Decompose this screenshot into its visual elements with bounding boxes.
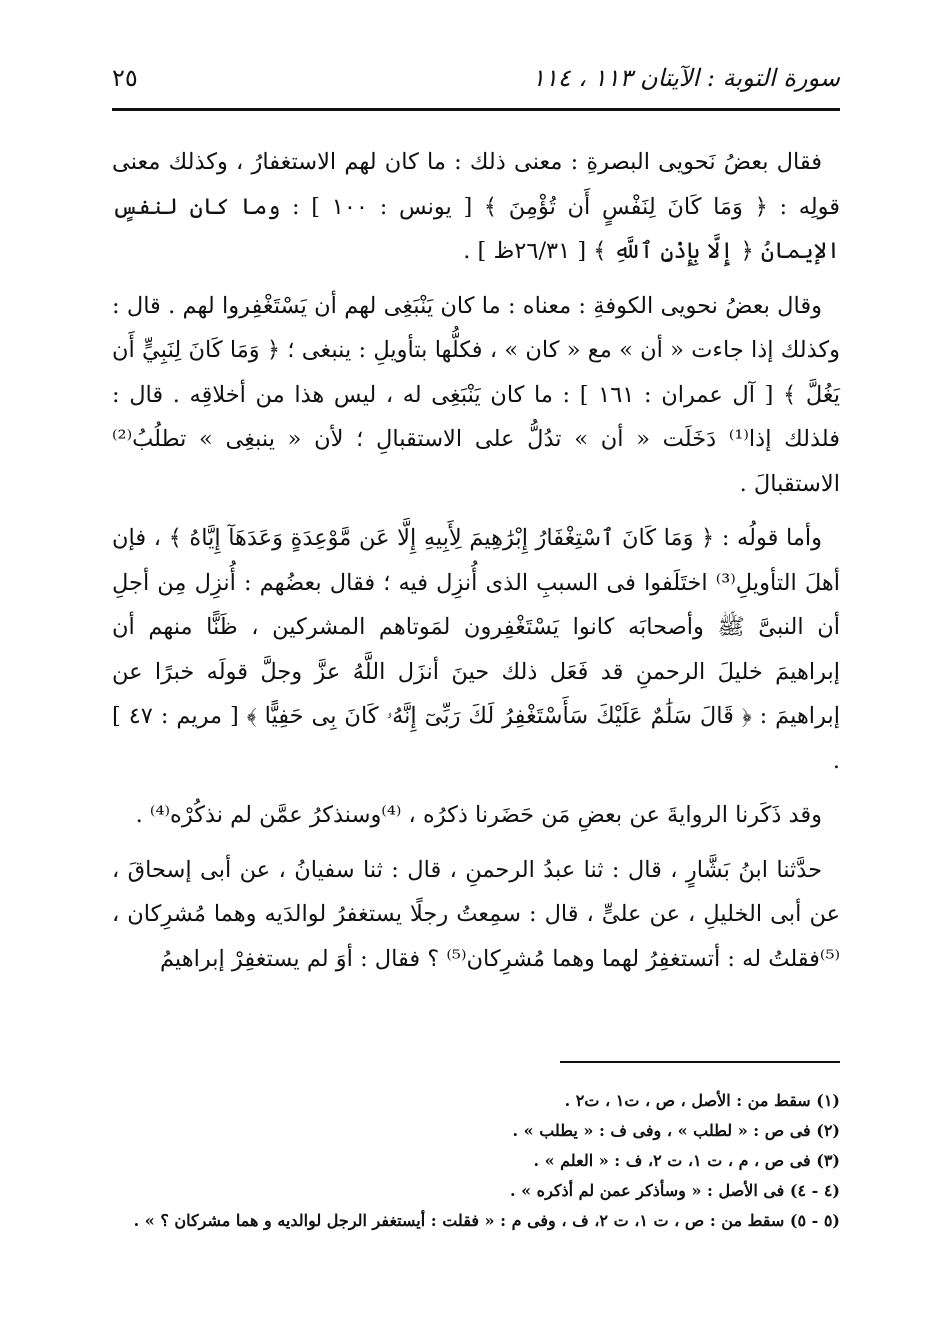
paragraph-5: حدَّثنا ابنُ بَشَّارٍ ، قال : ثنا عبدُ الرحمنِ ، قال : ثنا سفيانُ ، عن أبى إسحاقَ ، عن أبى الخليلِ ، عن علىٍّ ، قال : سمِعتُ رجلًا يستغفرُ لوالدَيه وهما مُشرِكان ، ⁽⁵⁾فقلتُ له : أتستغفِرُ لهما وهما مُشرِكان⁽⁵⁾ ؟ فقال : أوَ لم يستغفِرْ إبراهيمُ xyxy=(112,856,840,972)
footnote-divider xyxy=(560,1061,840,1063)
main-text xyxy=(112,140,840,991)
paragraph-4: وقد ذَكَرنا الروايةَ عن بعضِ مَن حَضَرنا ذكرُه ، ⁽⁴⁾وسنذكرُ عمَّن لم نذكُرْه⁽⁴⁾ . xyxy=(135,802,822,828)
page-number: ٢٥ xyxy=(112,64,138,92)
paragraph-3: وأما قولُه : ﴿ وَمَا كَانَ ٱسْتِغْفَارُ إِبْرَٰهِيمَ لِأَبِيهِ إِلَّا عَن مَّوْعِدَةٍ وَعَدَهَآ إِيَّاهُ ﴾ ، فإن أهلَ التأويلِ⁽³⁾ اختَلَفوا فى السببِ الذى أُنزِل فيه ؛ فقال بعضُهم : أُنزِل مِن أجلِ أن النبىَّ ﷺ وأصحابَه كانوا يَسْتَغْفِرون لمَوتاهم المشركين ، ظَنًّا منهم أن إبراهيمَ خليلَ الرحمنِ قد فَعَل ذلك حينَ أنزَل اللَّهُ عزَّ وجلَّ قولَه خبرًا عن إبراهيمَ : ﴿ قَالَ سَلَٰمٌ عَلَيْكَ سَأَسْتَغْفِرُ لَكَ رَبِّىٓ إِنَّهُۥ كَانَ بِى حَفِيًّا ﴾ [ مريم : ٤٧ ] . xyxy=(112,525,840,774)
header-divider xyxy=(112,108,840,111)
running-title: سورة التوبة : الآيتان ١١٣ ، ١١٤ xyxy=(531,64,840,92)
footnote-1: (١) سقط من : الأصل ، ص ، ت١ ، ت٢ . xyxy=(564,1091,840,1110)
footnote-5: (٥ - ٥) سقط من : ص ، ت ١، ت ٢، ف ، وفى م : « فقلت : أيستغفر الرجل لوالديه و هما مشركان ؟ » . xyxy=(133,1211,840,1230)
footnote-3: (٣) فى ص ، م ، ت ١، ت ٢، ف : « العلم » . xyxy=(533,1151,840,1170)
page-header xyxy=(112,58,840,98)
footnote-4: (٤ - ٤) فى الأصل : « وسأذكر عمن لم أذكره » . xyxy=(509,1181,840,1200)
paragraph-2: وقال بعضُ نحويى الكوفةِ : معناه : ما كان يَنْبَغِى لهم أن يَسْتَغْفِروا لهم . قال : وكذلك إذا جاءت « أن » مع « كان » ، فكلُّها بتأويلِ : ينبغى ؛ ﴿ وَمَا كَانَ لِنَبِيٍّ أَن يَغُلَّ ﴾ [ آل عمران : ١٦١ ] : ما كان يَنْبَغِى له ، ليس هذا من أخلاقِه . قال : فلذلك إذا⁽¹⁾ دَخَلَت « أن » تدُلُّ على الاستقبالِ ؛ لأن « ينبغِى » تطلُبُ⁽²⁾ الاستقبالَ . xyxy=(112,292,840,497)
paragraph-1: فقال بعضُ نَحويى البصرةِ : معنى ذلك : ما كان لهم الاستغفارُ ، وكذلك معنى قولِه : ﴿ وَمَا كَانَ لِنَفْسٍ أَن تُؤْمِنَ ﴾ [ يونس : ١٠٠ ] : وما كان لنفسٍ الإيمانُ ﴿ إِلَّا بِإِذْنِ ٱللَّهِ ﴾ [ ٢٦/٣١ظ ] . xyxy=(112,149,840,264)
footnote-2: (٢) فى ص : « لطلب » ، وفى ف : « يطلب » . xyxy=(512,1121,840,1140)
footnotes xyxy=(112,1086,840,1236)
